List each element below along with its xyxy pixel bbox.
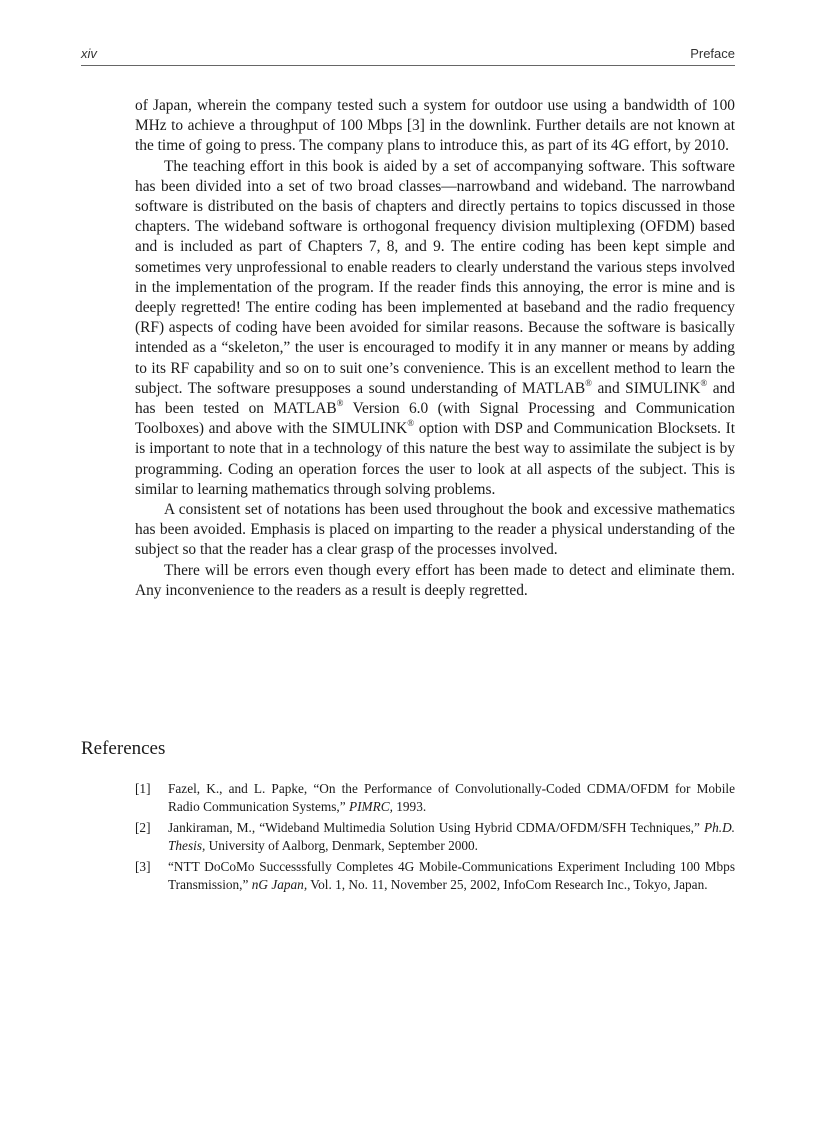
- paragraph-3: A consistent set of notations has been used throughout the book and excessive mathematics has been avoided. Emphasis is placed on imparting to the reader a physical understanding of the subject so that the reader has a clear grasp of the processes involved.: [135, 501, 735, 559]
- paragraph-2-part-d: Version 6.0 (with Signal Processing and Communication Toolboxes) and above with the SIMULINK: [135, 400, 735, 438]
- running-header: [81, 46, 735, 64]
- references-heading: References: [81, 738, 166, 759]
- reference-number: [1]: [135, 781, 151, 796]
- reference-number: [3]: [135, 859, 151, 874]
- reference-item: [135, 780, 735, 816]
- references-list: [135, 780, 735, 897]
- reference-details: University of Aalborg, Denmark, September 2000.: [205, 838, 478, 853]
- paragraph-2: [135, 157, 735, 500]
- reference-text: “NTT DoCoMo Successsfully Completes 4G Mobile-Communications Experiment Including 100 Mbps Transmission,”: [168, 859, 735, 892]
- registered-mark: ®: [407, 418, 415, 429]
- reference-text: Fazel, K., and L. Papke, “On the Performance of Convolutionally-Coded CDMA/OFDM for Mobile Radio Communication Systems,”: [168, 781, 735, 814]
- header-rule: [81, 65, 735, 66]
- reference-venue: Ph.D. Thesis,: [168, 820, 735, 853]
- paragraph-2-part-c: and has been tested on MATLAB: [135, 379, 735, 418]
- reference-details: Vol. 1, No. 11, November 25, 2002, InfoCom Research Inc., Tokyo, Japan.: [307, 877, 708, 892]
- body-text: [135, 96, 735, 601]
- reference-details: 1993.: [392, 799, 427, 814]
- reference-venue: nG Japan,: [251, 877, 308, 892]
- reference-number: [2]: [135, 820, 151, 835]
- reference-text: Jankiraman, M., “Wideband Multimedia Solution Using Hybrid CDMA/OFDM/SFH Techniques,”: [168, 820, 704, 835]
- paragraph-2-part-e: option with DSP and Communication Blocksets. It is important to note that in a technology of this nature the best way to assimilate the subject is by programming. Coding an operation forces the user to look at all aspects of the subject. This is similar to learning mathematics through solving problems.: [135, 420, 735, 498]
- page-number: xiv: [81, 46, 97, 61]
- reference-item: [135, 858, 735, 894]
- reference-venue: PIMRC,: [348, 799, 393, 814]
- registered-mark: ®: [700, 377, 708, 388]
- registered-mark: ®: [585, 377, 592, 388]
- registered-mark: ®: [336, 397, 344, 408]
- reference-item: [135, 819, 735, 855]
- paragraph-1: of Japan, wherein the company tested such a system for outdoor use using a bandwidth of 100 MHz to achieve a throughput of 100 Mbps [3] in the downlink. Further details are not known at the time of going to press. The company plans to introduce this, as part of its 4G effort, by 2010.: [135, 97, 735, 155]
- paragraph-4: There will be errors even though every effort has been made to detect and eliminate them. Any inconvenience to the readers as a result is deeply regretted.: [135, 561, 735, 599]
- paragraph-2-part-b: and SIMULINK: [591, 379, 701, 397]
- paragraph-2-part-a: The teaching effort in this book is aided by a set of accompanying software. This software has been divided into a set of two broad classes—narrowband and wideband. The narrowband software is distributed on the basis of chapters and directly pertains to topics discussed in those chapters. The wideband software is orthogonal frequency division multiplexing (OFDM) based and is included as part of Chapters 7, 8, and 9. The entire coding has been kept simple and sometimes very unprofessional to enable readers to clearly understand the various steps involved in the implementation of the program. If the reader finds this annoying, the error is mine and is deeply regretted! The entire coding has been implemented at baseband and the radio frequency (RF) aspects of coding have been avoided for similar reasons. Because the software is basically intended as a “skeleton,” the user is encouraged to modify it in any manner or means by adding to its RF capability and so on to suit one’s convenience. This is an excellent method to learn the subject. The software presupposes a sound understanding of MATLAB: [135, 157, 735, 397]
- chapter-title: Preface: [690, 46, 735, 61]
